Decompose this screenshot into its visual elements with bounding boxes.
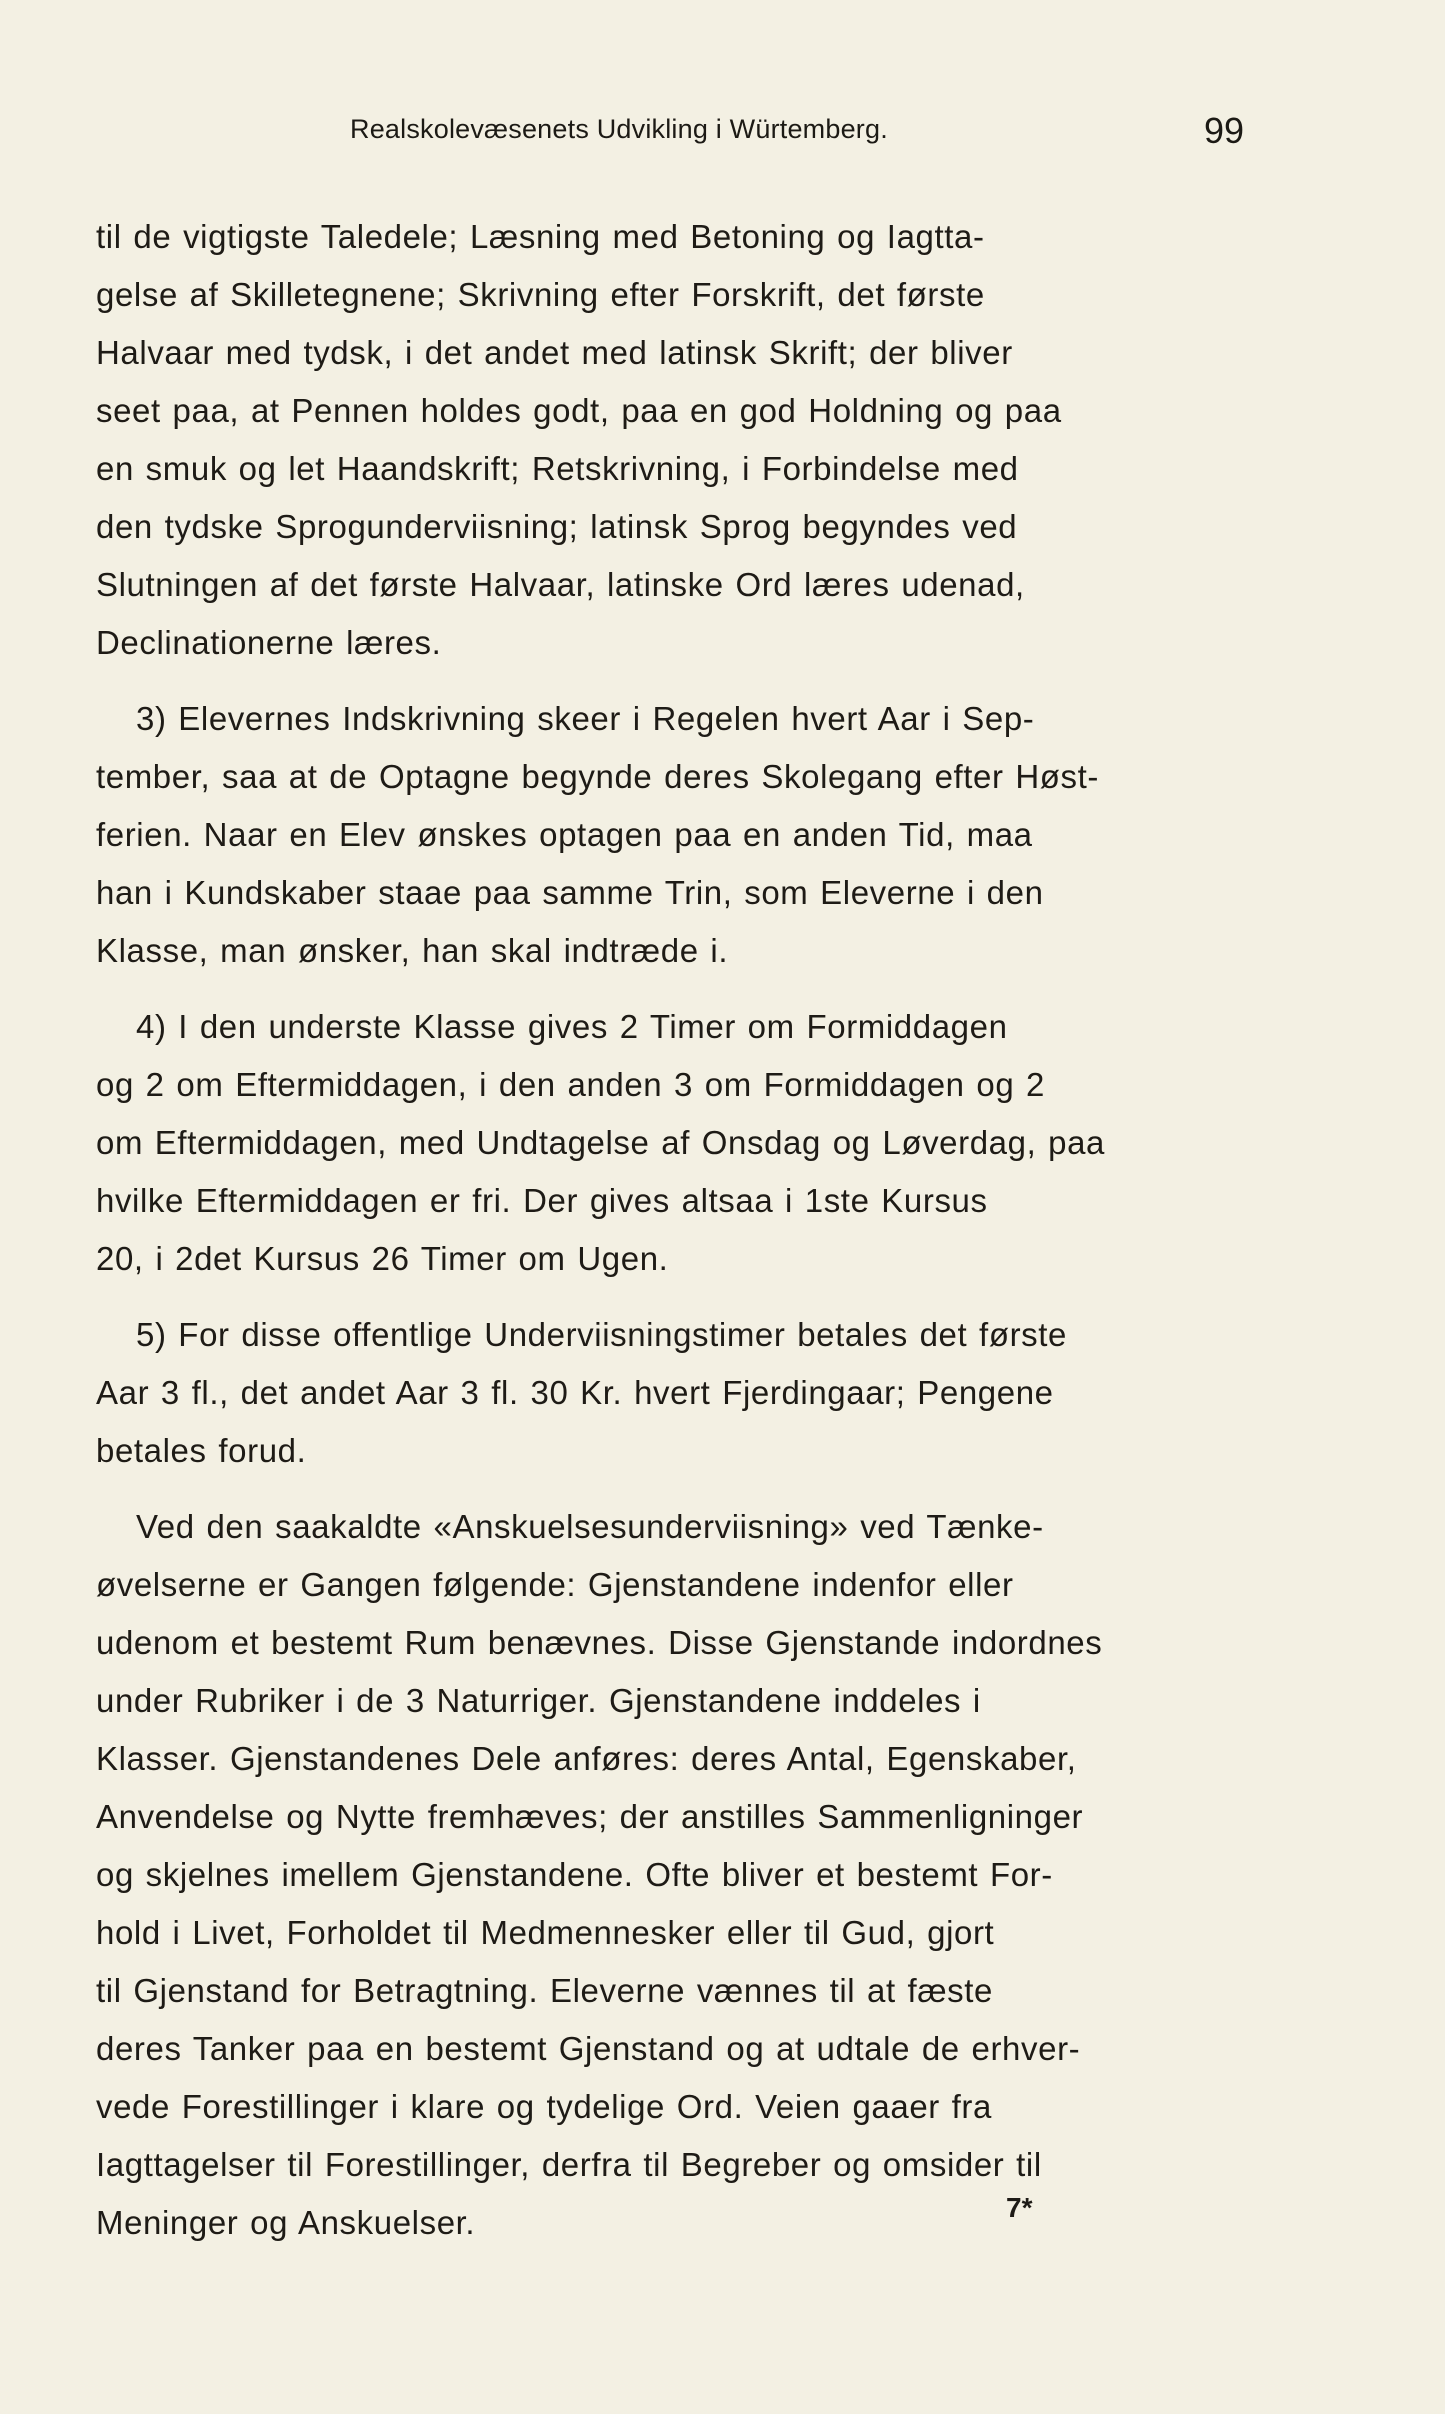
text-line: og 2 om Eftermiddagen, i den anden 3 om Formiddagen og 2 <box>96 1066 1046 1103</box>
paragraph-curriculum <box>96 208 1248 672</box>
text-line: udenom et bestemt Rum benævnes. Disse Gjenstande indordnes <box>96 1624 1103 1661</box>
body-text <box>96 208 1248 2252</box>
paragraph-object-lessons <box>96 1498 1248 2252</box>
text-line: øvelserne er Gangen følgende: Gjenstandene indenfor eller <box>96 1566 1014 1603</box>
text-line: vede Forestillinger i klare og tydelige Ord. Veien gaaer fra <box>96 2088 992 2125</box>
text-line: 4) I den underste Klasse gives 2 Timer om Formiddagen <box>136 1008 1008 1045</box>
text-line: Klasse, man ønsker, han skal indtræde i. <box>96 932 729 969</box>
paragraph-fees <box>96 1306 1248 1480</box>
text-line: Slutningen af det første Halvaar, latinske Ord læres udenad, <box>96 566 1025 603</box>
text-line: tember, saa at de Optagne begynde deres Skolegang efter Høst- <box>96 758 1100 795</box>
text-line: seet paa, at Pennen holdes godt, paa en god Holdning og paa <box>96 392 1062 429</box>
text-line: 5) For disse offentlige Underviisningstimer betales det første <box>136 1316 1067 1353</box>
text-line: Klasser. Gjenstandenes Dele anføres: deres Antal, Egenskaber, <box>96 1740 1077 1777</box>
paragraph-hours <box>96 998 1248 1288</box>
text-line: Anvendelse og Nytte fremhæves; der anstilles Sammenligninger <box>96 1798 1084 1835</box>
text-line: Meninger og Anskuelser. <box>96 2204 476 2241</box>
page-number: 99 <box>1204 110 1245 151</box>
paragraph-enrollment <box>96 690 1248 980</box>
text-line: Declinationerne læres. <box>96 624 442 661</box>
signature-mark: 7* <box>1006 2192 1033 2223</box>
text-line: til de vigtigste Taledele; Læsning med Betoning og Iagtta- <box>96 218 985 255</box>
text-line: 20, i 2det Kursus 26 Timer om Ugen. <box>96 1240 669 1277</box>
text-line: han i Kundskaber staae paa samme Trin, som Eleverne i den <box>96 874 1044 911</box>
text-line: betales forud. <box>96 1432 307 1469</box>
text-line: ferien. Naar en Elev ønskes optagen paa en anden Tid, maa <box>96 816 1033 853</box>
text-line: gelse af Skilletegnene; Skrivning efter Forskrift, det første <box>96 276 985 313</box>
text-line: hvilke Eftermiddagen er fri. Der gives altsaa i 1ste Kursus <box>96 1182 988 1219</box>
text-line: Iagttagelser til Forestillinger, derfra til Begreber og omsider til <box>96 2146 1042 2183</box>
text-line: Ved den saakaldte «Anskuelsesunderviisning» ved Tænke- <box>136 1508 1044 1545</box>
text-line: Aar 3 fl., det andet Aar 3 fl. 30 Kr. hvert Fjerdingaar; Pengene <box>96 1374 1054 1411</box>
text-line: under Rubriker i de 3 Naturriger. Gjenstandene inddeles i <box>96 1682 981 1719</box>
text-line: en smuk og let Haandskrift; Retskrivning, i Forbindelse med <box>96 450 1019 487</box>
text-line: 3) Elevernes Indskrivning skeer i Regelen hvert Aar i Sep- <box>136 700 1035 737</box>
text-line: til Gjenstand for Betragtning. Eleverne vænnes til at fæste <box>96 1972 994 2009</box>
text-line: den tydske Sprogunderviisning; latinsk Sprog begyndes ved <box>96 508 1018 545</box>
text-line: hold i Livet, Forholdet til Medmennesker eller til Gud, gjort <box>96 1914 995 1951</box>
running-head: Realskolevæsenets Udvikling i Würtemberg. <box>350 114 888 144</box>
text-line: om Eftermiddagen, med Undtagelse af Onsdag og Løverdag, paa <box>96 1124 1105 1161</box>
text-line: og skjelnes imellem Gjenstandene. Ofte bliver et bestemt For- <box>96 1856 1053 1893</box>
text-line: Halvaar med tydsk, i det andet med latinsk Skrift; der bliver <box>96 334 1013 371</box>
text-line: deres Tanker paa en bestemt Gjenstand og at udtale de erhver- <box>96 2030 1081 2067</box>
